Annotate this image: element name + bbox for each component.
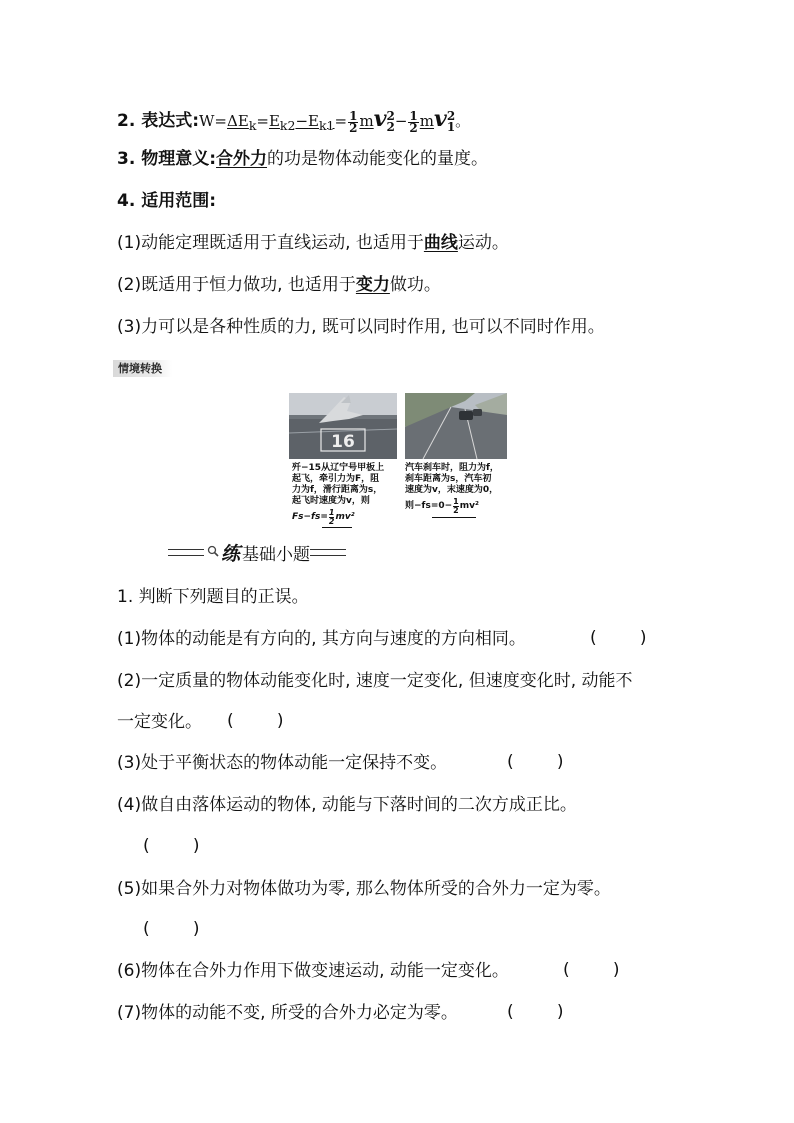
answer-paren-6[interactable]: ( ) bbox=[563, 960, 620, 980]
jet-formula-underline bbox=[322, 527, 352, 528]
scope-title: 4. 适用范围: bbox=[117, 191, 217, 211]
answer-paren-7[interactable]: ( ) bbox=[507, 1002, 564, 1022]
question-item-3: (3)处于平衡状态的物体动能一定保持不变。 bbox=[117, 753, 448, 773]
car-braking-illustration bbox=[405, 393, 507, 459]
question-item-2-cont: 一定变化。 bbox=[117, 712, 202, 732]
practice-header bbox=[168, 540, 346, 564]
question-item-1: (1)物体的动能是有方向的, 其方向与速度的方向相同。 bbox=[117, 629, 526, 649]
question-item-7: (7)物体的动能不变, 所受的合外力必定为零。 bbox=[117, 1003, 458, 1023]
practice-brand: 练 bbox=[221, 542, 241, 565]
scope-item-3: (3)力可以是各种性质的力, 既可以同时作用, 也可以不同时作用。 bbox=[117, 317, 605, 337]
meaning-text: 的功是物体动能变化的量度。 bbox=[267, 149, 489, 169]
answer-paren-5[interactable]: ( ) bbox=[143, 919, 200, 939]
car-formula: 则−fs=0− $\frac{1}{2}$ mv² bbox=[405, 497, 479, 515]
meaning-label: 3. 物理意义: bbox=[117, 149, 217, 169]
car-braking-photo bbox=[405, 393, 507, 459]
car-caption: 汽车刹车时，阻力为f， 刹车距离为s，汽车初 速度为v，末速度为0， bbox=[405, 463, 499, 495]
magnifier-icon bbox=[207, 542, 219, 562]
answer-paren-4[interactable]: ( ) bbox=[143, 836, 200, 856]
scope-item-2: (2)既适用于恒力做功, 也适用于变力做功。 bbox=[117, 275, 441, 295]
carrier-jet-illustration bbox=[289, 393, 397, 459]
deck-number: 16 bbox=[331, 432, 355, 452]
left-divider bbox=[168, 549, 204, 556]
answer-paren-1[interactable]: ( ) bbox=[590, 628, 647, 648]
question-item-4: (4)做自由落体运动的物体, 动能与下落时间的二次方成正比。 bbox=[117, 795, 577, 815]
meaning-line bbox=[117, 148, 488, 170]
car-formula-underline bbox=[432, 517, 476, 518]
answer-paren-2[interactable]: ( ) bbox=[227, 711, 284, 731]
meaning-key: 合外力 bbox=[216, 149, 268, 169]
expression-line bbox=[117, 104, 470, 134]
half-fraction: $\frac{1}{2}$ bbox=[349, 108, 358, 135]
jet-caption: 歼−15从辽宁号甲板上 起飞，牵引力为F，阻 力为f，滑行距离为s， 起飞时速度为v，则 bbox=[292, 463, 385, 506]
work-energy-formula: $W=\Delta E_k=E_{k2}-E_{k1}=$ $\frac{1}{2}$ mv 2 2 − $\frac{1}{2}$ mv 2 1 。 bbox=[199, 106, 471, 135]
question-item-5: (5)如果合外力对物体做功为零, 那么物体所受的合外力一定为零。 bbox=[117, 879, 611, 899]
question-item-6: (6)物体在合外力作用下做变速运动, 动能一定变化。 bbox=[117, 961, 509, 981]
scope-item-1: (1)动能定理既适用于直线运动, 也适用于曲线运动。 bbox=[117, 233, 509, 253]
answer-paren-3[interactable]: ( ) bbox=[507, 752, 564, 772]
jet-formula: Fs−fs= $\frac{1}{2}$ mv² bbox=[292, 508, 355, 526]
expression-label: 2. 表达式: bbox=[117, 111, 200, 131]
question-item-2: (2)一定质量的物体动能变化时, 速度一定变化, 但速度变化时, 动能不 bbox=[117, 671, 633, 691]
right-divider bbox=[310, 549, 346, 556]
context-switch-tag: 情境转换 bbox=[113, 360, 172, 377]
half-fraction-2: $\frac{1}{2}$ bbox=[409, 108, 418, 135]
question-title: 1. 判断下列题目的正误。 bbox=[117, 587, 309, 607]
carrier-jet-photo bbox=[289, 393, 397, 459]
practice-title: 基础小题 bbox=[242, 544, 311, 565]
